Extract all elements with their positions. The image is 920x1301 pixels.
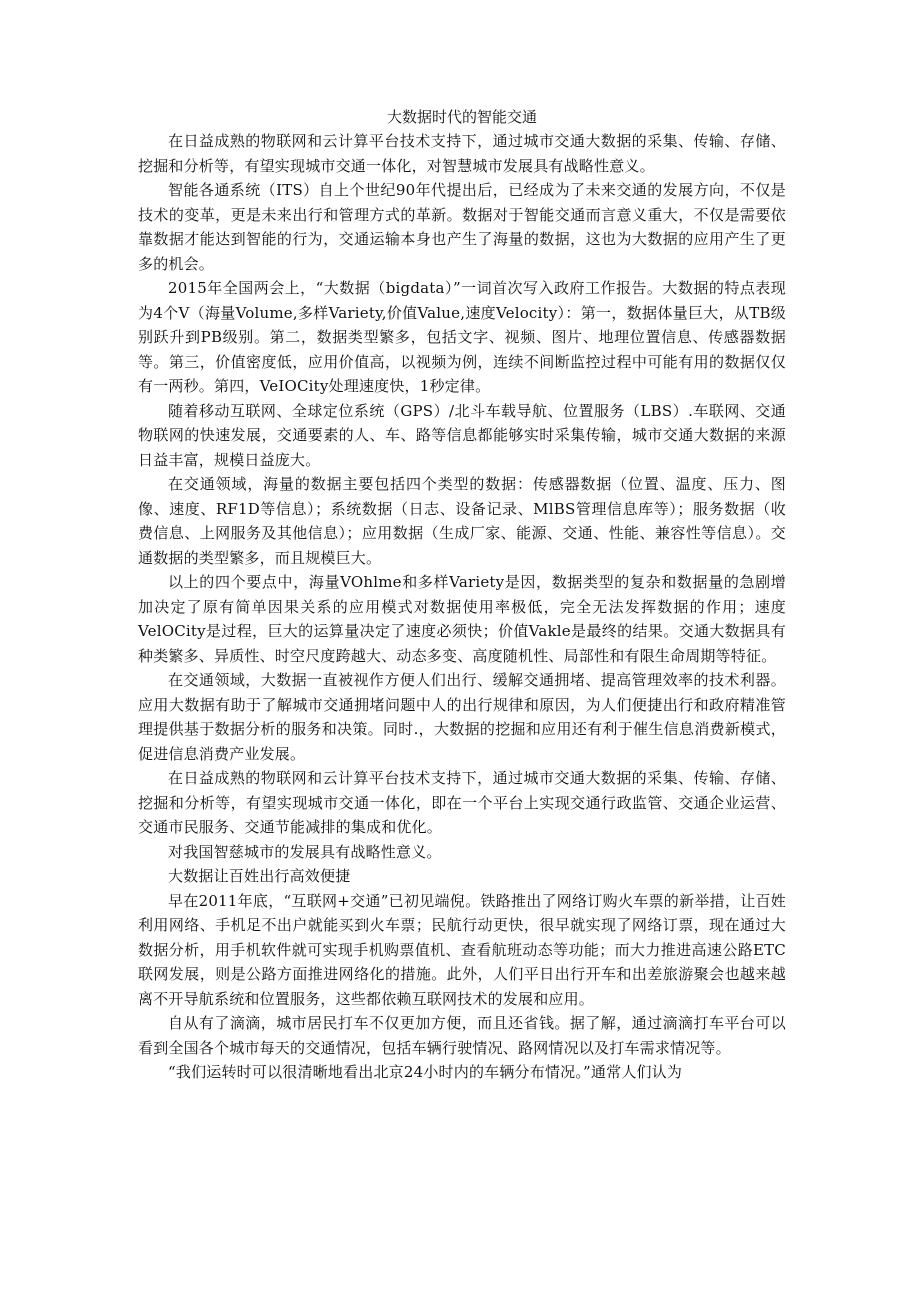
- paragraph-12: 自从有了滴滴，城市居民打车不仅更加方便，而且还省钱。据了解，通过滴滴打车平台可以看到全国各个城市每天的交通情况，包括车辆行驶情况、路网情况以及打车需求情况等。: [138, 1014, 786, 1057]
- paragraph-6: 以上的四个要点中，海量VOhlme和多样Variety是因，数据类型的复杂和数据量的急剧增加决定了原有简单因果关系的应用模式对数据使用率极低，完全无法发挥数据的作用；速度VelOCity是过程，巨大的运算量决定了速度必须快；价值Vakle是最终的结果。交通大数据具有种类繁多、异质性、时空尺度跨越大、动态多变、高度随机性、局部性和有限生命周期等特征。: [138, 573, 786, 665]
- paragraph-11: 早在2011年底，“互联网+交通”已初见端倪。铁路推出了网络订购火车票的新举措，让百姓利用网络、手机足不出户就能买到火车票；民航行动更快，很早就实现了网络订票，现在通过大数据分析，用手机软件就可实现手机购票值机、查看航班动态等功能；而大力推进高速公路ETC联网发展，则是公路方面推进网络化的措施。此外，人们平日出行开车和出差旅游聚会也越来越离不开导航系统和位置服务，这些都依赖互联网技术的发展和应用。: [138, 891, 786, 1008]
- paragraph-1: 在日益成熟的物联网和云计算平台技术支持下，通过城市交通大数据的采集、传输、存储、挖掘和分析等，有望实现城市交通一体化，对智慧城市发展具有战略性意义。: [138, 132, 786, 175]
- paragraph-2: 智能各通系统（ITS）自上个世纪90年代提出后，已经成为了未来交通的发展方向，不仅是技术的变革，更是未来出行和管理方式的革新。数据对于智能交通而言意义重大，不仅是需要依靠数据才能达到智能的行为，交通运输本身也产生了海量的数据，这也为大数据的应用产生了更多的机会。: [138, 181, 786, 273]
- paragraph-4: 随着移动互联网、全球定位系统（GPS）/北斗车载导航、位置服务（LBS）.车联网、交通物联网的快速发展，交通要素的人、车、路等信息都能够实时采集传输，城市交通大数据的来源日益丰富，规模日益庞大。: [138, 401, 786, 469]
- paragraph-5: 在交通领域，海量的数据主要包括四个类型的数据：传感器数据（位置、温度、压力、图像、速度、RF1D等信息）；系统数据（日志、设备记录、MlBS管理信息库等）；服务数据（收费信息、上网服务及其他信息）；应用数据（生成厂家、能源、交通、性能、兼容性等信息）。交通数据的类型繁多，而且规模巨大。: [138, 475, 786, 567]
- paragraph-7: 在交通领域，大数据一直被视作方便人们出行、缓解交通拥堵、提高管理效率的技术利器。应用大数据有助于了解城市交通拥堵问题中人的出行规律和原因，为人们便捷出行和政府精准管理提供基于数据分析的服务和决策。同时.，大数据的挖掘和应用还有利于催生信息消费新模式，促进信息消费产业发展。: [138, 671, 786, 763]
- section-heading: 大数据让百姓出行高效便捷: [168, 867, 351, 885]
- paragraph-3: 2015年全国两会上，“大数据（bigdata）”一词首次写入政府工作报告。大数据的特点表现为4个V（海量Volume,多样Variety,价值Value,速度Velocity）：第一，数据体量巨大，从TB级别跃升到PB级别。第二，数据类型繁多，包括文字、视频、图片、地理位置信息、传感器数据等。第三，价值密度低，应用价值高，以视频为例，连续不间断监控过程中可能有用的数据仅仅有一两秒。第四，VeIOCity处理速度快，1秒定律。: [138, 279, 786, 395]
- document-title: 大数据时代的智能交通: [386, 108, 537, 126]
- paragraph-8: 在日益成熟的物联网和云计算平台技术支持下，通过城市交通大数据的采集、传输、存储、挖掘和分析等，有望实现城市交通一体化，即在一个平台上实现交通行政监管、交通企业运营、交通市民服务、交通节能减排的集成和优化。: [138, 769, 786, 836]
- document-page: [138, 106, 786, 1085]
- paragraph-9: 对我国智慈城市的发展具有战略性意义。: [168, 842, 442, 861]
- paragraph-13: “我们运转时可以很清晰地看出北京24小时内的车辆分布情况。”通常人们认为: [168, 1063, 683, 1081]
